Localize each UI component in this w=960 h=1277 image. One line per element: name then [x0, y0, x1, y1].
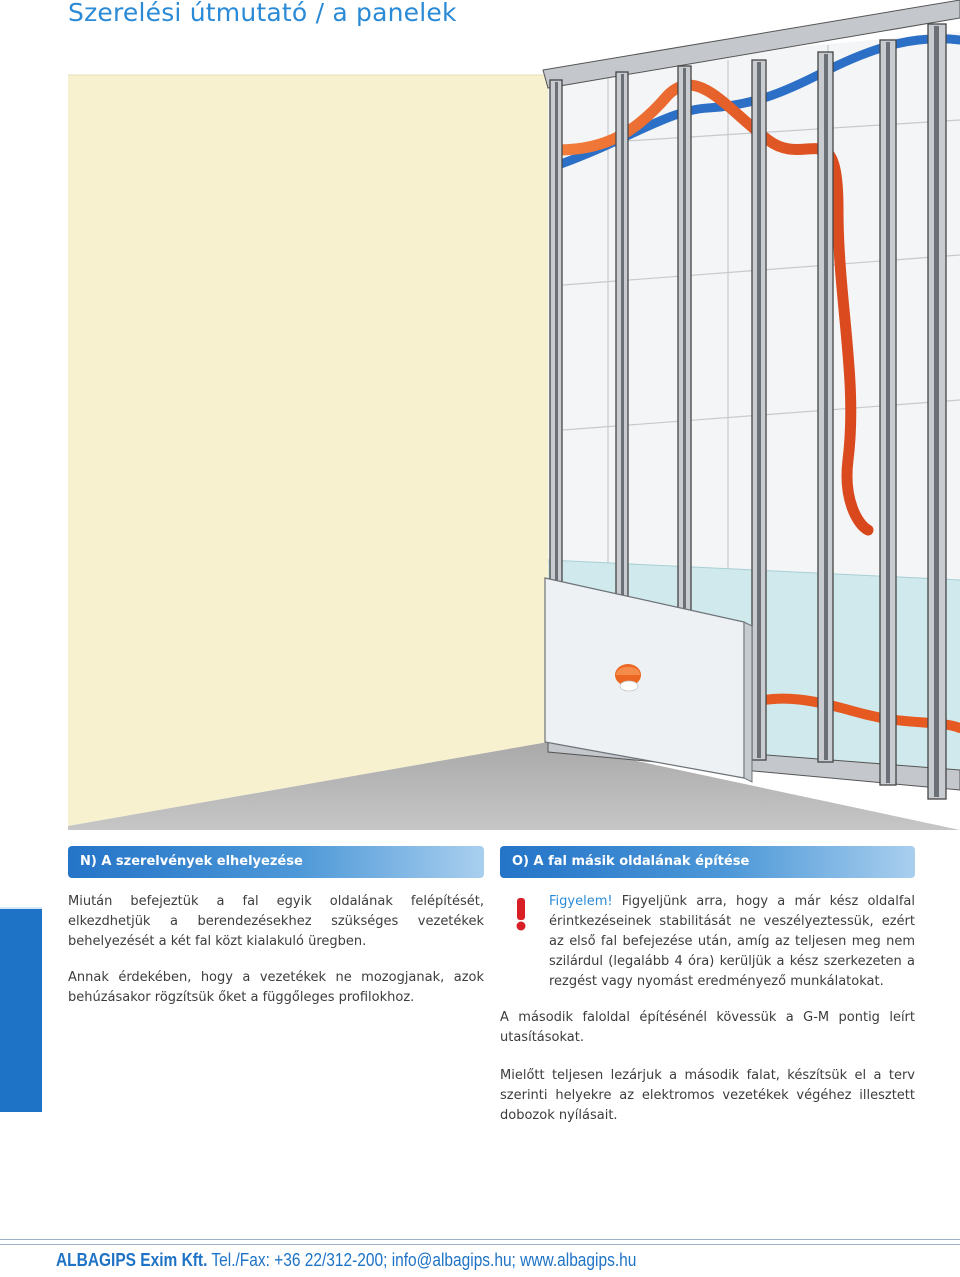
section-o-paragraph-1: A második faloldal építésénél kövessük a G-M pontig leírt utasításokat.: [500, 1010, 915, 1045]
footer-divider-bottom: [0, 1244, 960, 1245]
left-wall: [68, 75, 548, 826]
footer-company: ALBAGIPS Exim Kft.: [56, 1250, 208, 1270]
warning-label: Figyelem!: [549, 894, 613, 909]
page-title-separator: /: [315, 0, 325, 27]
front-panel-edge: [744, 622, 752, 782]
footer-divider-top: [0, 1239, 960, 1240]
section-n-paragraph-1: Miután befejeztük a fal egyik oldalának felépítését, elkezdhetjük a berendezésekhez szükséges vezetékek behelyezését a két fal közt kialakuló üregben.: [68, 894, 484, 949]
section-o-paragraph-2: Mielőtt teljesen lezárjuk a második falat, készítsük el a terv szerinti helyekre az elektromos vezetékek végéhez illesztett dobozok nyílásait.: [500, 1068, 915, 1123]
warning-block: [549, 892, 915, 992]
page-title-sub: a panelek: [332, 0, 457, 27]
drywall-installation-illustration: [68, 0, 960, 830]
page-title-main: Szerelési útmutató: [68, 0, 308, 27]
section-n-paragraph-2: Annak érdekében, hogy a vezetékek ne mozogjanak, azok behúzásakor rögzítsük őket a függőleges profilokhoz.: [68, 970, 484, 1005]
section-heading-o: O) A fal másik oldalának építése: [500, 846, 915, 878]
exclamation-icon: [502, 896, 542, 932]
section-heading-n: N) A szerelvények elhelyezése: [68, 846, 484, 878]
footer: [56, 1250, 636, 1271]
footer-contact: Tel./Fax: +36 22/312-200; info@albagips.hu; www.albagips.hu: [211, 1250, 637, 1270]
warning-text: Figyeljünk arra, hogy a már kész oldalfal érintkezéseinek stabilitását ne veszélyeztessük, ezért az első fal befejezése után, amíg az teljesen meg nem szilárdul (legalább 4 óra) kerüljük a kész szerkezeten a rezgést vagy nyomást eredményező munkálatokat.: [549, 894, 915, 989]
left-accent-bar: [0, 909, 42, 1112]
